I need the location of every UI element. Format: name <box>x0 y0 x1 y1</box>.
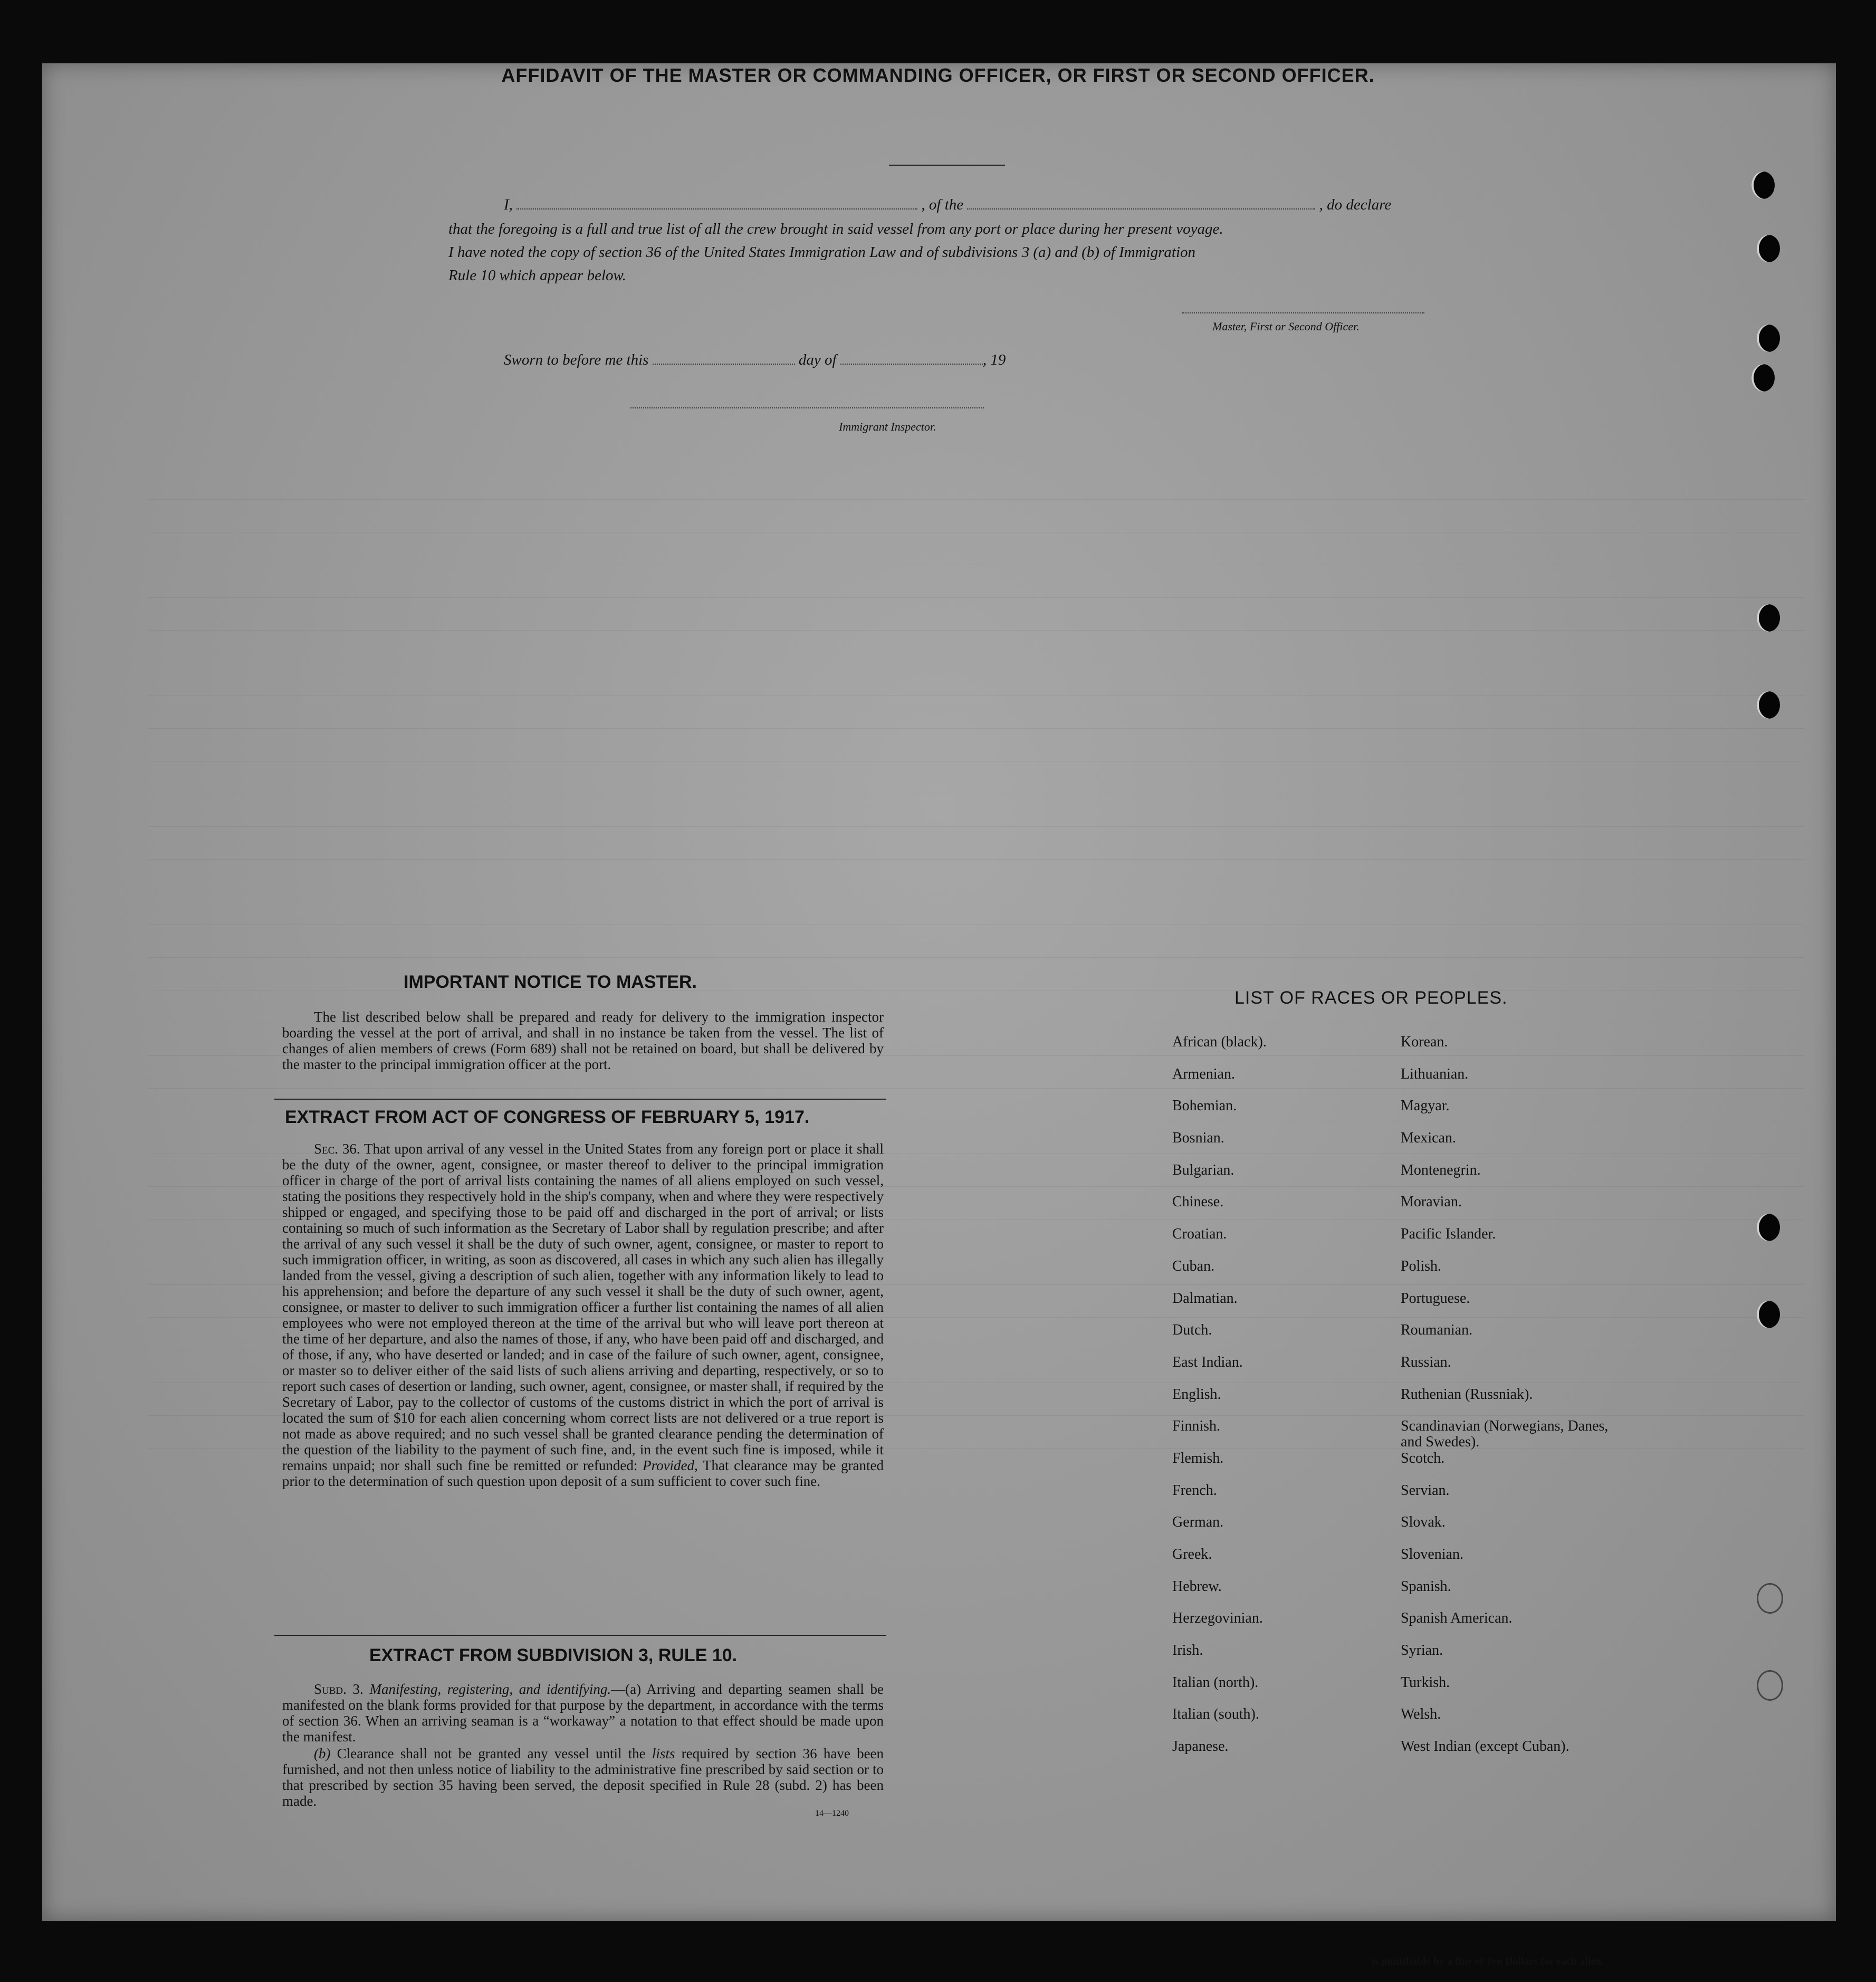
race-item: Hebrew. <box>1172 1578 1222 1595</box>
race-item: Dutch. <box>1172 1322 1212 1339</box>
bleed-row <box>148 475 1804 500</box>
bleed-row <box>148 573 1804 598</box>
binder-hole <box>1757 325 1780 352</box>
race-item: East Indian. <box>1172 1354 1243 1370</box>
sworn-year: , 19 <box>982 351 1006 368</box>
race-item: Turkish. <box>1401 1674 1450 1691</box>
bleed-row <box>148 966 1804 990</box>
binder-hole <box>1757 1301 1780 1328</box>
bleed-row <box>148 540 1804 565</box>
race-item: Slovak. <box>1401 1514 1446 1531</box>
rule10-b-label: (b) <box>314 1746 331 1761</box>
notice-title: IMPORTANT NOTICE TO MASTER. <box>404 972 697 992</box>
bleed-row <box>148 606 1804 631</box>
race-item: Italian (north). <box>1172 1674 1259 1691</box>
race-item: Finnish. <box>1172 1418 1221 1435</box>
binder-hole <box>1757 604 1780 632</box>
bleed-row <box>148 802 1804 827</box>
affidavit-line-4: Rule 10 which appear below. <box>448 267 626 284</box>
bleed-row <box>148 704 1804 729</box>
act-provided: Provided, <box>643 1457 698 1473</box>
bleed-row <box>148 639 1804 663</box>
rule10-b-pre: Clearance shall not be granted any vessel until the <box>337 1746 646 1761</box>
race-item: Dalmatian. <box>1172 1290 1238 1307</box>
race-item: Scotch. <box>1401 1450 1445 1466</box>
rule10-subd-label: Subd. 3. <box>314 1681 363 1697</box>
binder-hole <box>1757 691 1780 719</box>
race-item: Cuban. <box>1172 1257 1215 1274</box>
affidavit-title: AFFIDAVIT OF THE MASTER OR COMMANDING OFFICER, OR FIRST OR SECOND OFFICER. <box>501 64 1375 86</box>
rule10-para-a <box>282 1681 884 1745</box>
binder-hole <box>1751 364 1775 392</box>
bleed-row <box>148 835 1804 860</box>
rule10-para-a-text: —(a) Arriving and departing seamen shall be manifested on the blank forms provided for that purpose by the department, in accordance with the terms of section 36. When an arriving seaman is a “workaway” a notation to that effect should be made upon the manifest. <box>282 1681 884 1745</box>
signature-blank[interactable] <box>1182 312 1424 313</box>
races-left-column <box>1172 1034 1394 1771</box>
race-item: Russian. <box>1401 1354 1451 1370</box>
race-item: Ruthenian (Russniak). <box>1401 1386 1533 1403</box>
binder-hole <box>1757 1214 1780 1241</box>
bleed-row <box>148 508 1804 532</box>
sworn-month-blank[interactable] <box>840 364 983 365</box>
footer-fragment: is punishable by a fine of Ten Dollars for each alien. <box>1372 1956 1604 1967</box>
rule10-para-b <box>282 1746 884 1809</box>
inspector-label: Immigrant Inspector. <box>839 420 936 433</box>
bleed-row <box>148 737 1804 761</box>
act-body: That upon arrival of any vessel in the United States from any foreign port or place it shall be the duty of the owner, agent, consignee, or master thereof to deliver to the principal immigration officer in charge of the port of arrival lists containing the names of all aliens employed on such vessel, stating the positions they respectively hold in the ship's company, when and where they were respectively shipped or engaged, and specifying those to be paid off and discharged in the port of arrival; or lists containing so much of such information as the Secretary of Labor shall by regulation prescribe; and after the arrival of any such vessel it shall be the duty of such owner, agent, consignee, or master to report to such immigration officer, in writing, as soon as discovered, all cases in which any such alien has illegally landed from the vessel, giving a description of such alien, together with any information likely to lead to his apprehension; and before the departure of any such vessel it shall be the duty of such owner, agent, consignee, or master to deliver to such immigration officer a further list containing the names of all alien employees who were not employed thereon at the time of the arrival but who will leave port thereon at the time of her departure, and also the names of those, if any, who have been paid off and discharged, and of those, if any, who have deserted or landed; and in case of the failure of such owner, agent, consignee, or master so to deliver either of the said lists of such aliens arriving and departing, respectively, or so to report such cases of desertion or landing, such owner, agent, consignee, or master shall, if required by the Secretary of Labor, pay to the collector of customs of the customs district in which the port of arrival is located the sum of $10 for each alien concerning whom correct lists are not delivered or a true report is not made as above required; and no such vessel shall be granted clearance pending the determination of the question of the liability to the payment of such fine, and, in the event such fine is imposed, while it remains unpaid; nor shall such fine be remitted or refunded: <box>282 1141 884 1473</box>
race-item: Spanish American. <box>1401 1610 1513 1627</box>
affidavit-line-2: that the foregoing is a full and true list of all the crew brought in said vessel from any port or place during her present voyage. <box>448 221 1223 237</box>
race-item: Chinese. <box>1172 1194 1224 1211</box>
race-item: Armenian. <box>1172 1065 1235 1082</box>
race-item: Spanish. <box>1401 1578 1451 1595</box>
title-underline <box>889 165 1005 166</box>
affidavit-line-3: I have noted the copy of section 36 of the United States Immigration Law and of subdivisions 3 (a) and (b) of Immigration <box>448 244 1196 261</box>
rule10-title: EXTRACT FROM SUBDIVISION 3, RULE 10. <box>369 1645 738 1665</box>
sworn-line <box>504 351 1006 369</box>
officer-name-blank[interactable] <box>516 208 917 209</box>
race-item: English. <box>1172 1386 1221 1403</box>
binder-hole <box>1757 1583 1783 1614</box>
sworn-day-of: day of <box>798 351 837 368</box>
inspector-blank[interactable] <box>630 407 984 408</box>
race-item: Scandinavian (Norwegians, Danes, and Swedes). <box>1401 1418 1609 1451</box>
races-right-column <box>1401 1034 1622 1771</box>
race-item: Servian. <box>1401 1482 1450 1499</box>
bleed-row <box>148 900 1804 925</box>
race-item: African (black). <box>1172 1034 1267 1050</box>
affidavit-declare: , do declare <box>1319 196 1392 213</box>
signature-label: Master, First or Second Officer. <box>1212 320 1360 333</box>
bleed-row <box>148 868 1804 892</box>
race-item: Bohemian. <box>1172 1098 1237 1114</box>
race-item: Mexican. <box>1401 1130 1456 1147</box>
race-item: Polish. <box>1401 1257 1442 1274</box>
binder-hole <box>1751 171 1775 199</box>
section-divider <box>274 1635 886 1636</box>
bleed-row <box>148 933 1804 958</box>
race-item: Pacific Islander. <box>1401 1226 1496 1243</box>
rule10-b-lists: lists <box>652 1746 675 1761</box>
race-item: Syrian. <box>1401 1642 1443 1659</box>
race-item: Greek. <box>1172 1546 1212 1562</box>
race-item: Lithuanian. <box>1401 1065 1469 1082</box>
race-item: German. <box>1172 1514 1224 1531</box>
sworn-day-blank[interactable] <box>653 364 795 365</box>
race-item: Korean. <box>1401 1034 1448 1050</box>
race-item: West Indian (except Cuban). <box>1401 1738 1569 1755</box>
affidavit-i: I, <box>504 196 513 213</box>
race-item: Bulgarian. <box>1172 1161 1234 1178</box>
race-item: Irish. <box>1172 1642 1203 1659</box>
affidavit-line-1 <box>504 196 1391 214</box>
section-divider <box>274 1099 886 1100</box>
notice-text: The list described below shall be prepared and ready for delivery to the immigration inspector boarding the vessel at the port of arrival, and shall in no instance be taken from the vessel. The list of changes of alien members of crews (Form 689) shall not be retained on board, but shall be delivered by the master to the principal immigration officer at the port. <box>282 1009 884 1072</box>
binder-hole <box>1757 1670 1783 1701</box>
race-item: Moravian. <box>1401 1194 1462 1211</box>
races-title: LIST OF RACES OR PEOPLES. <box>1234 988 1508 1008</box>
bleed-row <box>148 769 1804 794</box>
vessel-name-blank[interactable] <box>967 208 1315 209</box>
race-item: Italian (south). <box>1172 1706 1259 1723</box>
race-item: Magyar. <box>1401 1098 1450 1114</box>
rule10-b-post: required by section 36 have been furnished, and not then unless notice of liability to the administrative fine prescribed by said section or to that prescribed by section 35 having been served, the deposit specified in Rule 28 (subd. 2) has been made. <box>282 1746 884 1809</box>
affidavit-of-the: , of the <box>921 196 964 213</box>
act-body-end: That clearance may be granted prior to the determination of such question upon deposit of a sum sufficient to cover such fine. <box>282 1457 884 1489</box>
race-item: Roumanian. <box>1401 1322 1473 1339</box>
act-text <box>282 1141 884 1489</box>
race-item: Bosnian. <box>1172 1130 1224 1147</box>
race-item: Flemish. <box>1172 1450 1224 1466</box>
sworn-prefix: Sworn to before me this <box>504 351 649 368</box>
act-title: EXTRACT FROM ACT OF CONGRESS OF FEBRUARY 5, 1917. <box>285 1107 810 1127</box>
race-item: Japanese. <box>1172 1738 1229 1755</box>
rule10-heading: Manifesting, registering, and identifying. <box>369 1681 611 1697</box>
race-item: Welsh. <box>1401 1706 1441 1723</box>
race-item: Portuguese. <box>1401 1290 1470 1307</box>
bleed-row <box>148 671 1804 696</box>
race-item: Slovenian. <box>1401 1546 1463 1562</box>
race-item: Croatian. <box>1172 1226 1227 1243</box>
binder-hole <box>1757 235 1780 262</box>
race-item: Montenegrin. <box>1401 1161 1481 1178</box>
act-section-label: Sec. 36. <box>314 1141 360 1157</box>
form-number: 14—1240 <box>815 1809 849 1818</box>
race-item: French. <box>1172 1482 1217 1499</box>
race-item: Herzegovinian. <box>1172 1610 1263 1627</box>
